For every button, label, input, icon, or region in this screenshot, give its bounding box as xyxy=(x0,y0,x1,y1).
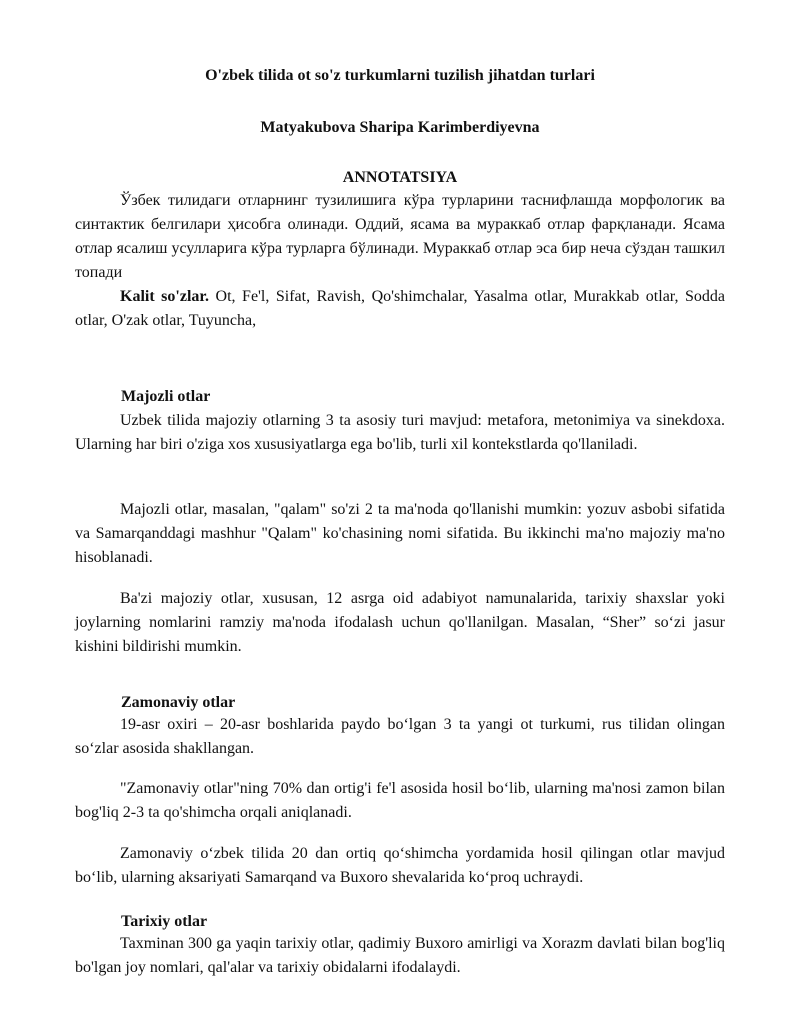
zamonaviy-paragraph-2: "Zamonaviy otlar"ning 70% dan ortig'i fe'l asosida hosil bo‘lib, ularning ma'nosi zamon bilan bog'liq 2-3 ta qo'shimcha orqali aniqlanadi. xyxy=(75,780,725,821)
annotation-heading: ANNOTATSIYA xyxy=(342,169,458,186)
majozli-paragraph-3: Ba'zi majoziy otlar, xususan, 12 asrga oid adabiyot namunalarida, tarixiy shaxslar yoki joylarning nomlarini ramziy ma'noda ifodalash uchun qo'llanilgan. Masalan, “Sher” so‘zi jasur kishini bildirishi mumkin. xyxy=(75,590,725,655)
keywords-label: Kalit so'zlar. xyxy=(120,288,210,305)
keywords-list: Ot, Fe'l, Sifat, Ravish, Qo'shimchalar, Yasalma otlar, Murakkab otlar, Sodda otlar, O'zak otlar, Tuyuncha, xyxy=(75,288,725,329)
majozli-paragraph-1: Uzbek tilida majoziy otlarning 3 ta asosiy turi mavjud: metafora, metonimiya va sinekdoxa. Ularning har biri o'ziga xos xususiyatlarga ega bo'lib, turli xil kontekstlarda qo'llaniladi. xyxy=(75,412,725,453)
document-title: O'zbek tilida ot so'z turkumlarni tuzilish jihatdan turlari xyxy=(205,67,595,84)
annotation-text: Ўзбек тилидаги отларнинг тузилишига кўра турларини таснифлашда морфологик ва синтактик белгилари ҳисобга олинади. Оддий, ясама ва мураккаб отлар фарқланади. Ясама отлар ясалиш усулларига кўра турларга бўлинади. Мураккаб отлар эса бир неча сўздан ташкил топади xyxy=(75,192,725,281)
author-name: Matyakubova Sharipa Karimberdiyevna xyxy=(260,119,540,136)
tarixiy-paragraph-1: Taxminan 300 ga yaqin tarixiy otlar, qadimiy Buxoro amirligi va Xorazm davlati bilan bog'liq bo'lgan joy nomlari, qal'alar va tarixiy obidalarni ifodalaydi. xyxy=(75,935,725,976)
section-heading-majozli: Majozli otlar xyxy=(121,388,211,405)
keywords-paragraph xyxy=(75,285,725,333)
section-heading-zamonaviy: Zamonaviy otlar xyxy=(121,694,236,711)
majozli-paragraph-2: Majozli otlar, masalan, "qalam" so'zi 2 ta ma'noda qo'llanishi mumkin: yozuv asbobi sifatida va Samarqanddagi mashhur "Qalam" ko'chasining nomi sifatida. Bu ikkinchi ma'no majoziy ma'no hisoblanadi. xyxy=(75,501,725,566)
section-heading-tarixiy: Tarixiy otlar xyxy=(121,913,208,930)
zamonaviy-paragraph-1: 19-asr oxiri – 20-asr boshlarida paydo bo‘lgan 3 ta yangi ot turkumi, rus tilidan olingan so‘zlar asosida shakllangan. xyxy=(75,716,725,757)
zamonaviy-paragraph-3: Zamonaviy o‘zbek tilida 20 dan ortiq qo‘shimcha yordamida hosil qilingan otlar mavjud bo‘lib, ularning aksariyati Samarqand va Buxoro shevalarida ko‘proq uchraydi. xyxy=(75,845,725,886)
